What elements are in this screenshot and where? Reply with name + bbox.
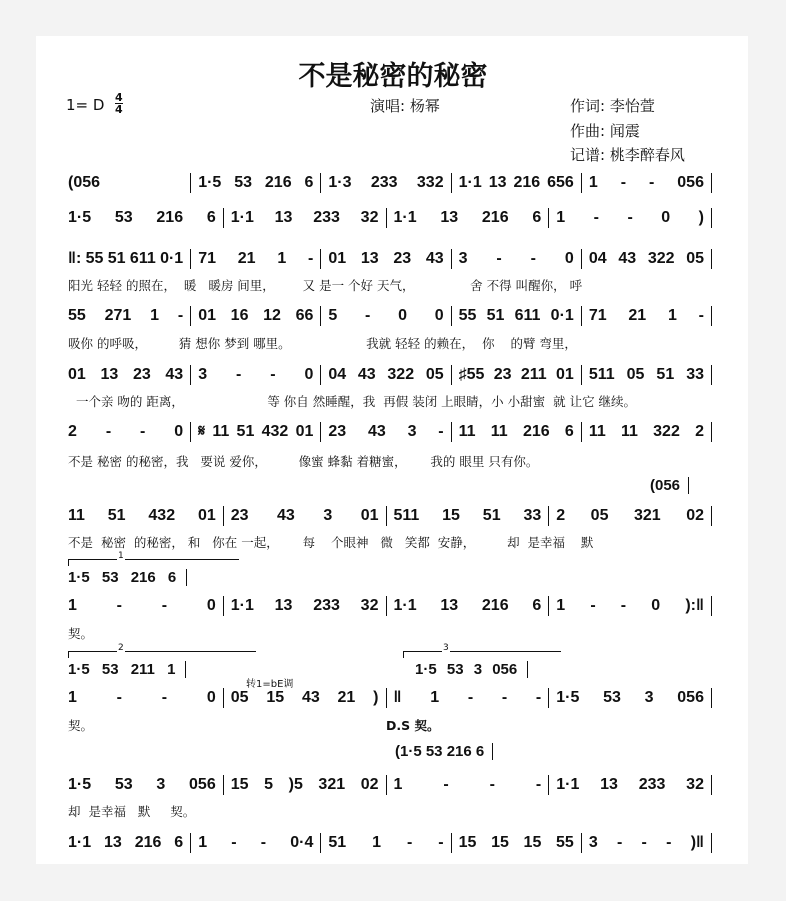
note-group: ‖ (393, 689, 402, 706)
measure (581, 422, 712, 442)
note-group: 51 (486, 307, 505, 324)
note-group: - (535, 776, 542, 793)
measure (320, 173, 450, 193)
volta-number: 3 (443, 643, 449, 653)
note-group: ):‖ (685, 597, 704, 614)
note-group: - (627, 209, 633, 226)
staff-line (68, 305, 712, 327)
note-group: )5 (288, 776, 303, 793)
measure (223, 506, 386, 526)
note-group: - (698, 307, 704, 324)
note-group: 05 (686, 250, 705, 267)
note-group: - (260, 834, 267, 851)
note-group: 233 (313, 597, 340, 614)
measure (68, 208, 223, 228)
note-group: 1·1 (458, 174, 482, 191)
note-group: 1 (372, 834, 382, 851)
pickup-notes: (056 (650, 477, 689, 494)
note-group: 2 (695, 423, 705, 440)
volta-bracket-2 (68, 643, 256, 658)
note-group: - (438, 834, 444, 851)
note-group: 55 (85, 250, 104, 267)
note-group: 43 (301, 689, 320, 706)
note-group: 32 (686, 776, 704, 793)
note-group: 01 (360, 507, 379, 524)
note-group: 6 (532, 597, 542, 614)
note-group: - (616, 834, 623, 851)
note-group: 43 (425, 250, 444, 267)
note-group: 13 (440, 209, 459, 226)
note-group: 1·1 (230, 209, 254, 226)
note-group: 02 (360, 776, 379, 793)
note-group: 13 (274, 597, 293, 614)
note-group: - (308, 250, 314, 267)
note-group: 11 (68, 507, 85, 524)
note-group: 13 (104, 834, 122, 851)
measure (548, 208, 712, 228)
measure (68, 422, 190, 442)
note-group: 66 (295, 307, 314, 324)
note-group: 53 (114, 776, 133, 793)
note-group: - (116, 689, 122, 706)
note-group: - (666, 834, 672, 851)
volta-bracket-1 (68, 551, 239, 566)
measure (581, 365, 712, 385)
note-group: 6 (532, 209, 542, 226)
song-title: 不是秘密的秘密 (298, 61, 488, 92)
note-group: 15 (491, 834, 509, 851)
note-group: 21 (628, 307, 647, 324)
note-group: - (590, 597, 596, 614)
note-group: 216 (481, 209, 509, 226)
note-group: - (620, 174, 627, 191)
lyrics-line: 不是 秘密 的秘密， 和 你在 一起， 每 个眼神 微 笑都 安静， 却 是幸福 默 (68, 535, 594, 550)
note-group: 0 (304, 366, 314, 383)
lyrics-line: 契。 (68, 718, 94, 733)
note-group: 01 (328, 250, 347, 267)
note-group: )‖ (690, 834, 704, 851)
note-group: 0 (434, 307, 444, 324)
measure (581, 173, 712, 193)
note-group: 43 (165, 366, 184, 383)
note-group: 32 (360, 597, 379, 614)
note-group: 05 (626, 366, 645, 383)
note-group: 1 (556, 209, 566, 226)
note-group: 21 (237, 250, 256, 267)
note-group: 216 (481, 597, 509, 614)
measure (548, 596, 712, 616)
note-group: 1·3 (328, 174, 352, 191)
note-group: 1·1 (393, 597, 417, 614)
measure (386, 596, 549, 616)
note-group: 0 (174, 423, 184, 440)
note-group: 1·1 (393, 209, 417, 226)
modulation-marking: 转1=bE调 (246, 679, 294, 690)
note-group: ‖: (68, 250, 82, 267)
note-group: 233 (370, 174, 398, 191)
measure (190, 306, 320, 326)
note-group: 71 (198, 250, 216, 267)
note-group: - (620, 597, 627, 614)
measure (320, 365, 450, 385)
note-group: 511 (588, 366, 615, 383)
measure (223, 208, 386, 228)
note-group: - (365, 307, 371, 324)
note-group: 216 (264, 174, 292, 191)
note-group: 43 (357, 366, 376, 383)
measure (581, 306, 712, 326)
measure (68, 173, 190, 193)
measure (320, 306, 450, 326)
measure (190, 173, 320, 193)
note-group: 2 (556, 507, 566, 524)
measure (190, 422, 320, 442)
note-group: 43 (367, 423, 386, 440)
measure (451, 422, 581, 442)
measure (223, 596, 386, 616)
note-group: 656 (547, 174, 574, 191)
note-group: 1 (277, 250, 287, 267)
note-group: 1·1 (230, 597, 254, 614)
note-group: 3 (198, 366, 208, 383)
lyrics-line: 不是 秘密 的秘密，我 要说 爱你， 像蜜 蜂黏 着糖蜜， 我的 眼里 只有你。 (68, 454, 539, 469)
note-group: 15 (266, 689, 285, 706)
note-group: - (535, 689, 542, 706)
composer: 作曲: 闻震 (570, 122, 640, 140)
measure (548, 688, 712, 708)
measure (190, 249, 320, 269)
note-group: 0·1 (160, 250, 184, 267)
note-group: 55 (556, 834, 574, 851)
note-group: 2 (68, 423, 77, 440)
note-group: - (438, 423, 444, 440)
measure (68, 506, 223, 526)
note-group: - (270, 366, 276, 383)
note-group: 51 (236, 423, 255, 440)
measure (548, 775, 712, 795)
note-group: 43 (618, 250, 637, 267)
note-group: 0 (564, 250, 574, 267)
note-group: ) (373, 689, 379, 706)
note-group: 432 (261, 423, 289, 440)
note-group: 1·5 (68, 776, 92, 793)
note-group: ♯55 (458, 366, 485, 383)
note-group: 23 (132, 366, 151, 383)
note-group: 02 (686, 507, 704, 524)
time-bottom: 4 (115, 103, 123, 116)
note-group: 05 (230, 689, 249, 706)
note-group: ) (698, 209, 704, 226)
note-group: 6 (174, 834, 184, 851)
measure (68, 775, 223, 795)
note-group: 23 (230, 507, 249, 524)
key-signature: 1= D (66, 96, 105, 114)
staff-line (68, 595, 712, 617)
measure (581, 833, 712, 853)
note-group: 01 (556, 366, 574, 383)
note-group: 271 (104, 307, 132, 324)
note-group: 13 (488, 174, 507, 191)
note-group: 23 (493, 366, 512, 383)
note-group: 1 (68, 689, 77, 706)
lyrics-line: 阳光 轻轻 的照在， 暖 暖房 间里， 又 是一 个好 天气， 舍 不得 叫醒你， 呼 (68, 278, 583, 293)
measure (68, 249, 190, 269)
note-group: 23 (328, 423, 347, 440)
note-group: 5 (264, 776, 274, 793)
lyrics-line: 却 是幸福 默 契。 (68, 804, 196, 819)
note-group: 611 (129, 250, 156, 267)
measure (320, 249, 450, 269)
measure (451, 249, 581, 269)
note-group: 056 (677, 689, 704, 706)
note-group: 51 (656, 366, 675, 383)
note-group: - (501, 689, 508, 706)
note-group: 322 (647, 250, 675, 267)
note-group: 15 (523, 834, 542, 851)
note-group: 15 (442, 507, 460, 524)
note-group: 3 (644, 689, 654, 706)
volta-number: 1 (118, 551, 124, 561)
note-group: 21 (337, 689, 356, 706)
ds-marking: D.S 契。 (386, 718, 440, 733)
measure (386, 688, 549, 708)
measure (68, 688, 223, 708)
staff-line (68, 505, 712, 527)
first-ending-notes: 1·5 53 216 6 (68, 569, 187, 586)
staff-line (68, 421, 712, 443)
note-group: 15 (230, 776, 249, 793)
note-group: 13 (440, 597, 459, 614)
note-group: 0 (661, 209, 671, 226)
note-group: - (231, 834, 237, 851)
note-group: 53 (234, 174, 253, 191)
note-group: 1 (150, 307, 160, 324)
note-group: 1·5 (198, 174, 222, 191)
note-group: - (406, 834, 413, 851)
note-group: - (530, 250, 536, 267)
note-group: 1 (68, 597, 77, 614)
measure (68, 365, 190, 385)
note-group: 12 (263, 307, 281, 324)
note-group: 216 (134, 834, 162, 851)
note-group: 216 (522, 423, 550, 440)
note-group: - (496, 250, 502, 267)
note-group: - (161, 689, 168, 706)
staff-line (68, 364, 712, 386)
note-group: 53 (603, 689, 621, 706)
note-group: 13 (274, 209, 293, 226)
note-group: 0 (206, 689, 216, 706)
staff-line (68, 207, 712, 229)
second-ending-notes: 1·5 53 211 1 (68, 661, 186, 678)
note-group: - (105, 423, 112, 440)
note-group: 233 (638, 776, 666, 793)
note-group: 321 (633, 507, 661, 524)
staff-line (68, 774, 712, 796)
note-group: 43 (277, 507, 295, 524)
staff-line (68, 172, 712, 194)
note-group: 3 (458, 250, 468, 267)
note-group: 6 (304, 174, 314, 191)
note-group: 01 (68, 366, 86, 383)
note-group: 0 (206, 597, 216, 614)
note-group: 6 (206, 209, 216, 226)
note-group: 01 (295, 423, 314, 440)
lyrics-line: 一个亲 吻的 距离， 等 你自 然睡醒，我 再假 装闭 上眼睛，小 小甜蜜 就 让它 继续。 (68, 394, 637, 409)
time-top: 4 (115, 91, 123, 104)
lyricist: 作词: 李怡萱 (570, 97, 655, 115)
note-group: 3 (323, 507, 333, 524)
note-group: 233 (313, 209, 340, 226)
measure (386, 775, 549, 795)
note-group: - (116, 597, 122, 614)
note-group: 51 (107, 250, 126, 267)
note-group: - (177, 307, 184, 324)
note-group: 55 (68, 307, 86, 324)
note-group: 32 (360, 209, 379, 226)
note-group: 33 (686, 366, 705, 383)
note-group: - (161, 597, 168, 614)
note-group: 13 (600, 776, 618, 793)
measure (68, 306, 190, 326)
note-group: 432 (148, 507, 176, 524)
pickup-notes: (1·5 53 216 6 (395, 743, 493, 760)
staff-line (68, 248, 712, 270)
note-group: 1 (198, 834, 208, 851)
note-group: 0 (398, 307, 407, 324)
note-group: 3 (407, 423, 417, 440)
note-group: - (648, 174, 655, 191)
measure (320, 422, 450, 442)
measure (223, 688, 386, 708)
note-group: 322 (653, 423, 680, 440)
note-group: 1·5 (68, 209, 92, 226)
measure (548, 506, 712, 526)
note-group: 1 (588, 174, 598, 191)
measure (223, 775, 386, 795)
note-group: 1 (556, 597, 566, 614)
note-group: 13 (100, 366, 119, 383)
note-group: 0·1 (550, 307, 574, 324)
note-group: 1·1 (556, 776, 580, 793)
note-group: - (593, 209, 599, 226)
note-group: 332 (416, 174, 444, 191)
note-group: 53 (114, 209, 133, 226)
note-group: 611 (514, 307, 541, 324)
note-group: 05 (590, 507, 609, 524)
note-group: 51 (107, 507, 126, 524)
measure (451, 173, 581, 193)
measure (68, 596, 223, 616)
measure (386, 208, 549, 228)
lyrics-line: 吸你 的呼吸， 猜 想你 梦到 哪里。 我就 轻轻 的赖在， 你 的臂 弯里， (68, 336, 577, 351)
volta-bracket-3 (403, 643, 561, 658)
measure (581, 249, 712, 269)
note-group: 55 (458, 307, 477, 324)
note-group: 𝄋 (198, 423, 206, 440)
staff-line (68, 687, 712, 709)
note-group: 216 (513, 174, 541, 191)
note-group: 11 (212, 423, 230, 440)
note-group: 11 (490, 423, 508, 440)
note-group: 11 (458, 423, 476, 440)
note-group: 321 (318, 776, 346, 793)
note-group: - (443, 776, 449, 793)
volta-number: 2 (118, 643, 124, 653)
note-group: 05 (425, 366, 444, 383)
measure (68, 833, 190, 853)
note-group: - (467, 689, 474, 706)
note-group: 51 (328, 834, 347, 851)
note-group: 1 (393, 776, 403, 793)
note-group: 11 (588, 423, 606, 440)
measure (190, 365, 320, 385)
transcriber: 记谱: 桃李醉春风 (570, 146, 685, 164)
note-group: 6 (564, 423, 574, 440)
lyrics-line: 契。 (68, 626, 94, 641)
note-group: - (489, 776, 495, 793)
measure (386, 506, 549, 526)
measure (451, 833, 581, 853)
note-group: 01 (198, 307, 216, 324)
note-group: 0 (651, 597, 661, 614)
note-group: 11 (620, 423, 638, 440)
note-group: 51 (482, 507, 501, 524)
note-group: 04 (328, 366, 347, 383)
note-group: 15 (458, 834, 477, 851)
note-group: - (140, 423, 146, 440)
note-group: 5 (328, 307, 338, 324)
note-group: 1 (430, 689, 440, 706)
note-group: 056 (189, 776, 216, 793)
note-group: 3 (156, 776, 166, 793)
note-group: 511 (393, 507, 420, 524)
note-group: 3 (588, 834, 598, 851)
staff-line (68, 832, 712, 854)
note-group: 16 (230, 307, 249, 324)
time-signature (115, 92, 123, 115)
note-group: 23 (393, 250, 412, 267)
note-group: 71 (588, 307, 607, 324)
note-group: 01 (197, 507, 216, 524)
measure (190, 833, 320, 853)
third-ending-notes: 1·5 53 3 056 (415, 661, 528, 678)
measure (451, 306, 581, 326)
note-group: 216 (156, 209, 184, 226)
note-group: - (236, 366, 242, 383)
note-group: 13 (360, 250, 379, 267)
note-group: 33 (523, 507, 542, 524)
note-group: 211 (520, 366, 547, 383)
note-group: 1 (667, 307, 677, 324)
measure (451, 365, 581, 385)
note-group: 322 (387, 366, 415, 383)
note-group: 1·5 (556, 689, 580, 706)
measure (320, 833, 450, 853)
note-group: 0·4 (290, 834, 314, 851)
note-group: 04 (588, 250, 607, 267)
note-group: 056 (677, 174, 704, 191)
note-group: (056 (68, 174, 101, 191)
singer: 演唱: 杨幂 (370, 97, 440, 115)
note-group: - (641, 834, 647, 851)
note-group: 1·1 (68, 834, 92, 851)
